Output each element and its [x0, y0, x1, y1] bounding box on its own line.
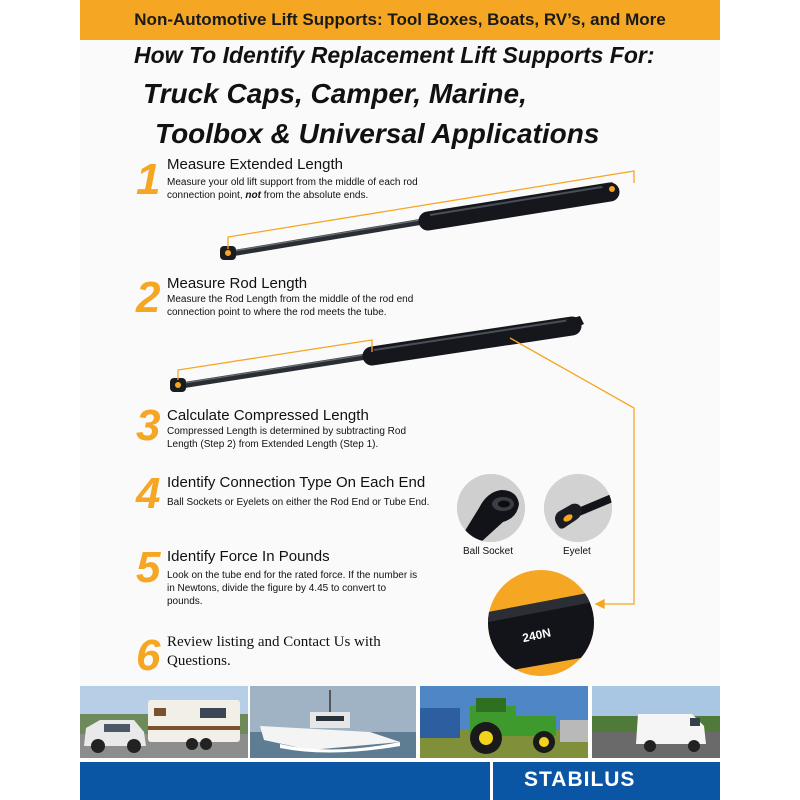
step-1-title: Measure Extended Length [167, 156, 343, 173]
eyelet-image [544, 474, 612, 542]
top-banner [80, 0, 720, 40]
headline-line-2: Truck Caps, Camper, Marine, [143, 78, 527, 109]
force-tube-graphic [488, 570, 594, 676]
tractor-picture [420, 686, 588, 758]
force-callout [488, 570, 594, 676]
headline-line-1: How To Identify Replacement Lift Supports For: [134, 42, 655, 68]
van-picture [592, 686, 720, 758]
step-2-description: Measure the Rod Length from the middle of the rod end connection point to where the rod meets the tube. [167, 294, 414, 318]
step-5-description: Look on the tube end for the rated force. If the number is in Newtons, divide the figure by 4.45 to convert to pounds. [167, 570, 418, 607]
eyelet-icon [544, 474, 612, 542]
step-2-title: Measure Rod Length [167, 275, 308, 292]
eyelet-label: Eyelet [563, 546, 591, 557]
force-value: 240N [521, 625, 553, 646]
footer-divider [490, 762, 493, 800]
rv-camper-photo [80, 686, 248, 758]
step-1-emphasis: not [245, 190, 261, 201]
step-4-number: 4 [136, 469, 161, 518]
step-4-description: Ball Sockets or Eyelets on either the Rod End or Tube End. [167, 497, 430, 508]
step-6-title: Review listing and Contact Us with Questions. [167, 634, 381, 669]
van-photo [592, 686, 720, 758]
step-3-description: Compressed Length is determined by subtracting Rod Length (Step 2) from Extended Length (Step 1). [167, 426, 407, 450]
step-1-description: Measure your old lift support from the middle of each rod connection point, not from the absolute ends. [167, 177, 418, 201]
step-5-number: 5 [136, 543, 161, 592]
tractor-photo [420, 686, 588, 758]
ball-socket-label: Ball Socket [463, 546, 514, 557]
boat-picture [250, 686, 416, 758]
stabilus-logo: STABILUS [524, 768, 636, 791]
headline-line-3: Toolbox & Universal Applications [155, 118, 600, 149]
step-4-title: Identify Connection Type On Each End [167, 474, 426, 491]
banner-text: Non-Automotive Lift Supports: Tool Boxes, Boats, RV’s, and More [134, 10, 666, 29]
ball-socket-image [457, 474, 525, 542]
rv-camper-picture [80, 686, 248, 758]
step-5-title: Identify Force In Pounds [167, 548, 330, 565]
step-3-title: Calculate Compressed Length [167, 407, 369, 424]
step-1-number: 1 [136, 155, 161, 204]
ball-socket-icon [457, 474, 525, 542]
step-3-number: 3 [136, 401, 161, 450]
step-2-number: 2 [136, 273, 161, 322]
step-6-number: 6 [136, 631, 161, 680]
boat-photo [250, 686, 416, 758]
